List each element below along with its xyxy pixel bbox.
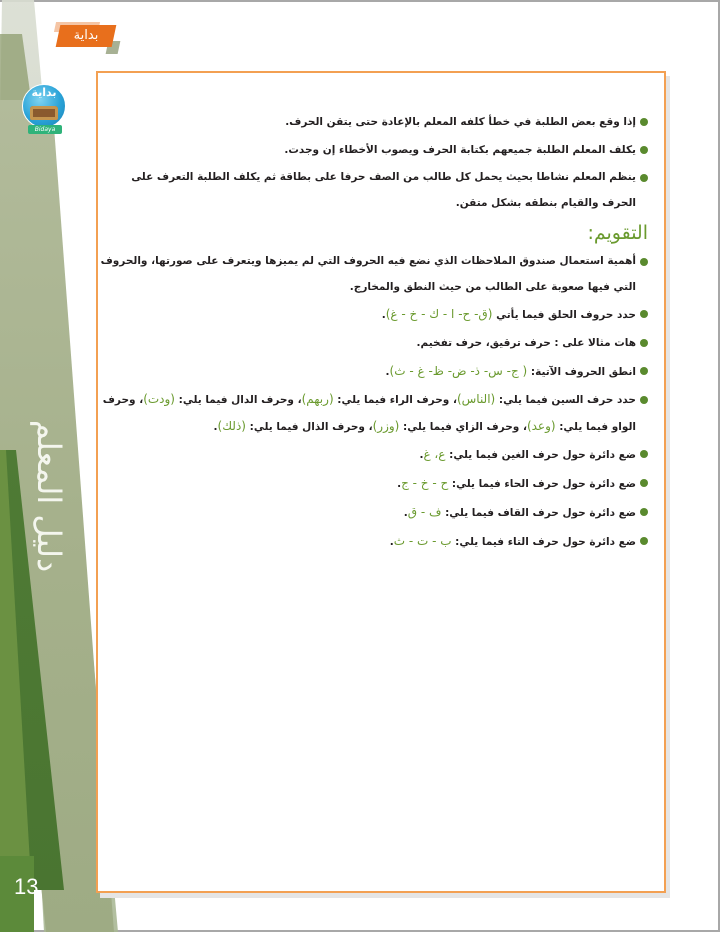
list-item-text: ضع دائرة حول حرف القاف فيما يلي: bbox=[441, 507, 636, 519]
list-item bbox=[100, 527, 648, 556]
bullet-icon bbox=[640, 310, 648, 318]
list-item-text: أهمية استعمال صندوق الملاحظات الذي نضع فيه الحروف التي لم يميزها ويتعرف على صورتها، والحروف التي فيها صعوبة على الطالب من حيث النطق والمخارج. bbox=[100, 255, 636, 293]
highlighted-letters: ع، غ bbox=[423, 447, 446, 461]
bullet-icon bbox=[640, 479, 648, 487]
list-item-suffix: . bbox=[397, 478, 402, 490]
book-icon bbox=[30, 106, 58, 120]
content-body bbox=[100, 108, 648, 556]
list-item-text: ، وحرف الدال فيما يلي: bbox=[175, 394, 302, 406]
list-item-text: ، وحرف الزاي فيما يلي: bbox=[399, 421, 527, 433]
highlighted-letters: ح - خ - ج bbox=[401, 476, 449, 490]
highlighted-word: (وعد) bbox=[526, 419, 556, 433]
bullet-icon bbox=[640, 118, 648, 126]
list-item-text: ضع دائرة حول حرف التاء فيما يلي: bbox=[451, 536, 636, 548]
logo-name: بداية bbox=[31, 86, 57, 99]
list-item-text: ، وحرف الذال فيما يلي: bbox=[246, 421, 373, 433]
list-item-suffix: . bbox=[403, 507, 408, 519]
bullet-icon bbox=[640, 396, 648, 404]
list-item-text: حدد حروف الحلق فيما يأتي bbox=[492, 309, 636, 321]
header-tab-label: بداية bbox=[73, 28, 99, 43]
list-item-text: حدد حرف السين فيما يلي: bbox=[495, 394, 636, 406]
list-item-text: يكلف المعلم الطلبة جميعهم بكتابة الحرف ويصوب الأخطاء إن وجدت. bbox=[284, 144, 636, 156]
bullet-icon bbox=[640, 450, 648, 458]
sidebar-title: دليل المعلم bbox=[30, 419, 68, 573]
list-item bbox=[100, 108, 648, 136]
list-item-text: ضع دائرة حول حرف الحاء فيما يلي: bbox=[448, 478, 636, 490]
bullet-icon bbox=[640, 367, 648, 375]
highlighted-word: (الناس) bbox=[456, 392, 496, 406]
logo-tagline: Bidaya bbox=[28, 125, 62, 134]
list-item-suffix: . bbox=[381, 309, 386, 321]
list-item bbox=[100, 300, 648, 329]
highlighted-letters: ف - ق bbox=[407, 505, 442, 519]
list-item bbox=[100, 386, 648, 440]
highlighted-letters: ب - ت - ث bbox=[393, 534, 452, 548]
list-item-suffix: . bbox=[419, 449, 424, 461]
highlighted-word: (ربهم) bbox=[301, 392, 334, 406]
list-item bbox=[100, 440, 648, 469]
highlighted-word: (وزر) bbox=[372, 419, 400, 433]
list-item bbox=[100, 498, 648, 527]
list-item-text: ينظم المعلم نشاطا بحيث يحمل كل طالب من الصف حرفا على بطاقة ثم يكلف الطلبة التعرف على الحرف والقيام بنطقه بشكل متقن. bbox=[131, 171, 636, 209]
list-item bbox=[100, 469, 648, 498]
bullet-icon bbox=[640, 258, 648, 266]
bullet-icon bbox=[640, 537, 648, 545]
list-item-suffix: . bbox=[385, 366, 390, 378]
page-number: 13 bbox=[14, 874, 39, 899]
list-item-text: انطق الحروف الآتية: bbox=[527, 366, 636, 378]
list-item-text: ، وحرف الواو فيما يلي: bbox=[102, 394, 636, 433]
intro-list bbox=[100, 108, 648, 216]
bullet-icon bbox=[640, 339, 648, 347]
highlighted-letters: ( ج- س- ذ- ض- ظ- غ - ث) bbox=[389, 364, 528, 378]
section-title: التقويم: bbox=[587, 222, 648, 244]
highlighted-letters: (ق- ح- ا - ك - خ - غ) bbox=[385, 307, 493, 321]
list-item bbox=[100, 164, 648, 216]
list-item bbox=[100, 357, 648, 386]
list-item-text: . bbox=[213, 421, 218, 433]
list-item bbox=[100, 136, 648, 164]
list-item-text: ، وحرف الراء فيما يلي: bbox=[333, 394, 457, 406]
list-item-text: هات مثالا على : حرف ترقيق، حرف تفخيم. bbox=[416, 337, 636, 349]
list-item-text: إذا وقع بعض الطلبة في خطأ كلفه المعلم بالإعادة حتى يتقن الحرف. bbox=[285, 116, 636, 128]
bullet-icon bbox=[640, 146, 648, 154]
list-item-text: ضع دائرة حول حرف الغين فيما يلي: bbox=[445, 449, 636, 461]
highlighted-word: (ذلك) bbox=[217, 419, 246, 433]
list-item bbox=[100, 248, 648, 300]
bullet-icon bbox=[640, 174, 648, 182]
evaluation-list bbox=[100, 248, 648, 556]
bullet-icon bbox=[640, 508, 648, 516]
list-item bbox=[100, 329, 648, 357]
list-item-suffix: . bbox=[389, 536, 394, 548]
highlighted-word: (ودت) bbox=[143, 392, 175, 406]
